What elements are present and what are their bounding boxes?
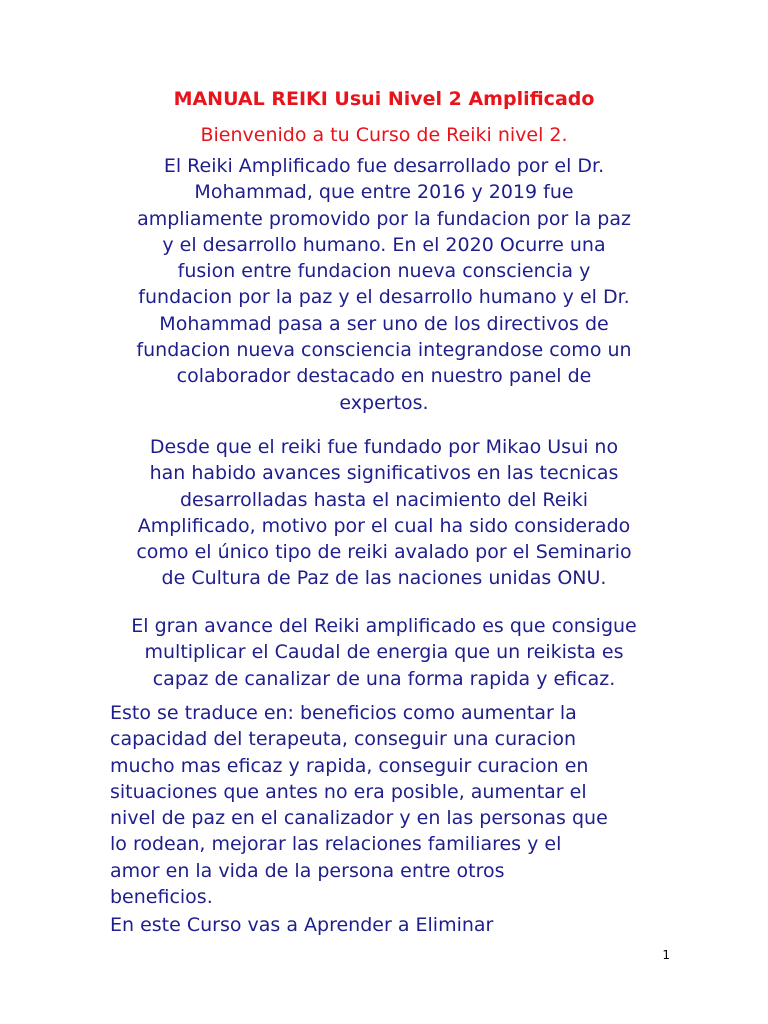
page-number: 1 bbox=[662, 948, 670, 962]
paragraph-advance: El gran avance del Reiki amplificado es que consigue multiplicar el Caudal de energia que un reikista es capaz de canalizar de una forma rapida y eficaz. bbox=[131, 615, 637, 690]
paragraph-history: Desde que el reiki fue fundado por Mikao Usui no han habido avances significativos en las tecnicas desarrolladas hasta el nacimiento del Reiki Amplificado, motivo por el cual ha sido considerado como el único tipo de reiki avalado por el Seminario de Cultura de Paz de las naciones unidas ONU. bbox=[136, 436, 632, 590]
document-subtitle: Bienvenido a tu Curso de Reiki nivel 2. bbox=[200, 124, 568, 146]
paragraph-intro: El Reiki Amplificado fue desarrollado por el Dr. Mohammad, que entre 2016 y 2019 fue ampliamente promovido por la fundacion por la paz y el desarrollo humano. En el 2020 Ocurre una fusion entre fundacion nueva consciencia y fundacion por la paz y el desarrollo humano y el Dr. Mohammad pasa a ser uno de los directivos de fundacion nueva consciencia integrandose como un colaborador destacado en nuestro panel de expertos. bbox=[136, 155, 632, 414]
document-title: MANUAL REIKI Usui Nivel 2 Amplificado bbox=[173, 88, 595, 110]
paragraph-course: En este Curso vas a Aprender a Eliminar bbox=[110, 914, 494, 936]
paragraph-benefits: Esto se traduce en: beneficios como aumentar la capacidad del terapeuta, conseguir una curacion mucho mas eficaz y rapida, conseguir curacion en situaciones que antes no era posible, aumentar el nivel de paz en el canalizador y en las personas que lo rodean, mejorar las relaciones familiares y el amor en la vida de la persona entre otros beneficios. bbox=[110, 702, 608, 909]
